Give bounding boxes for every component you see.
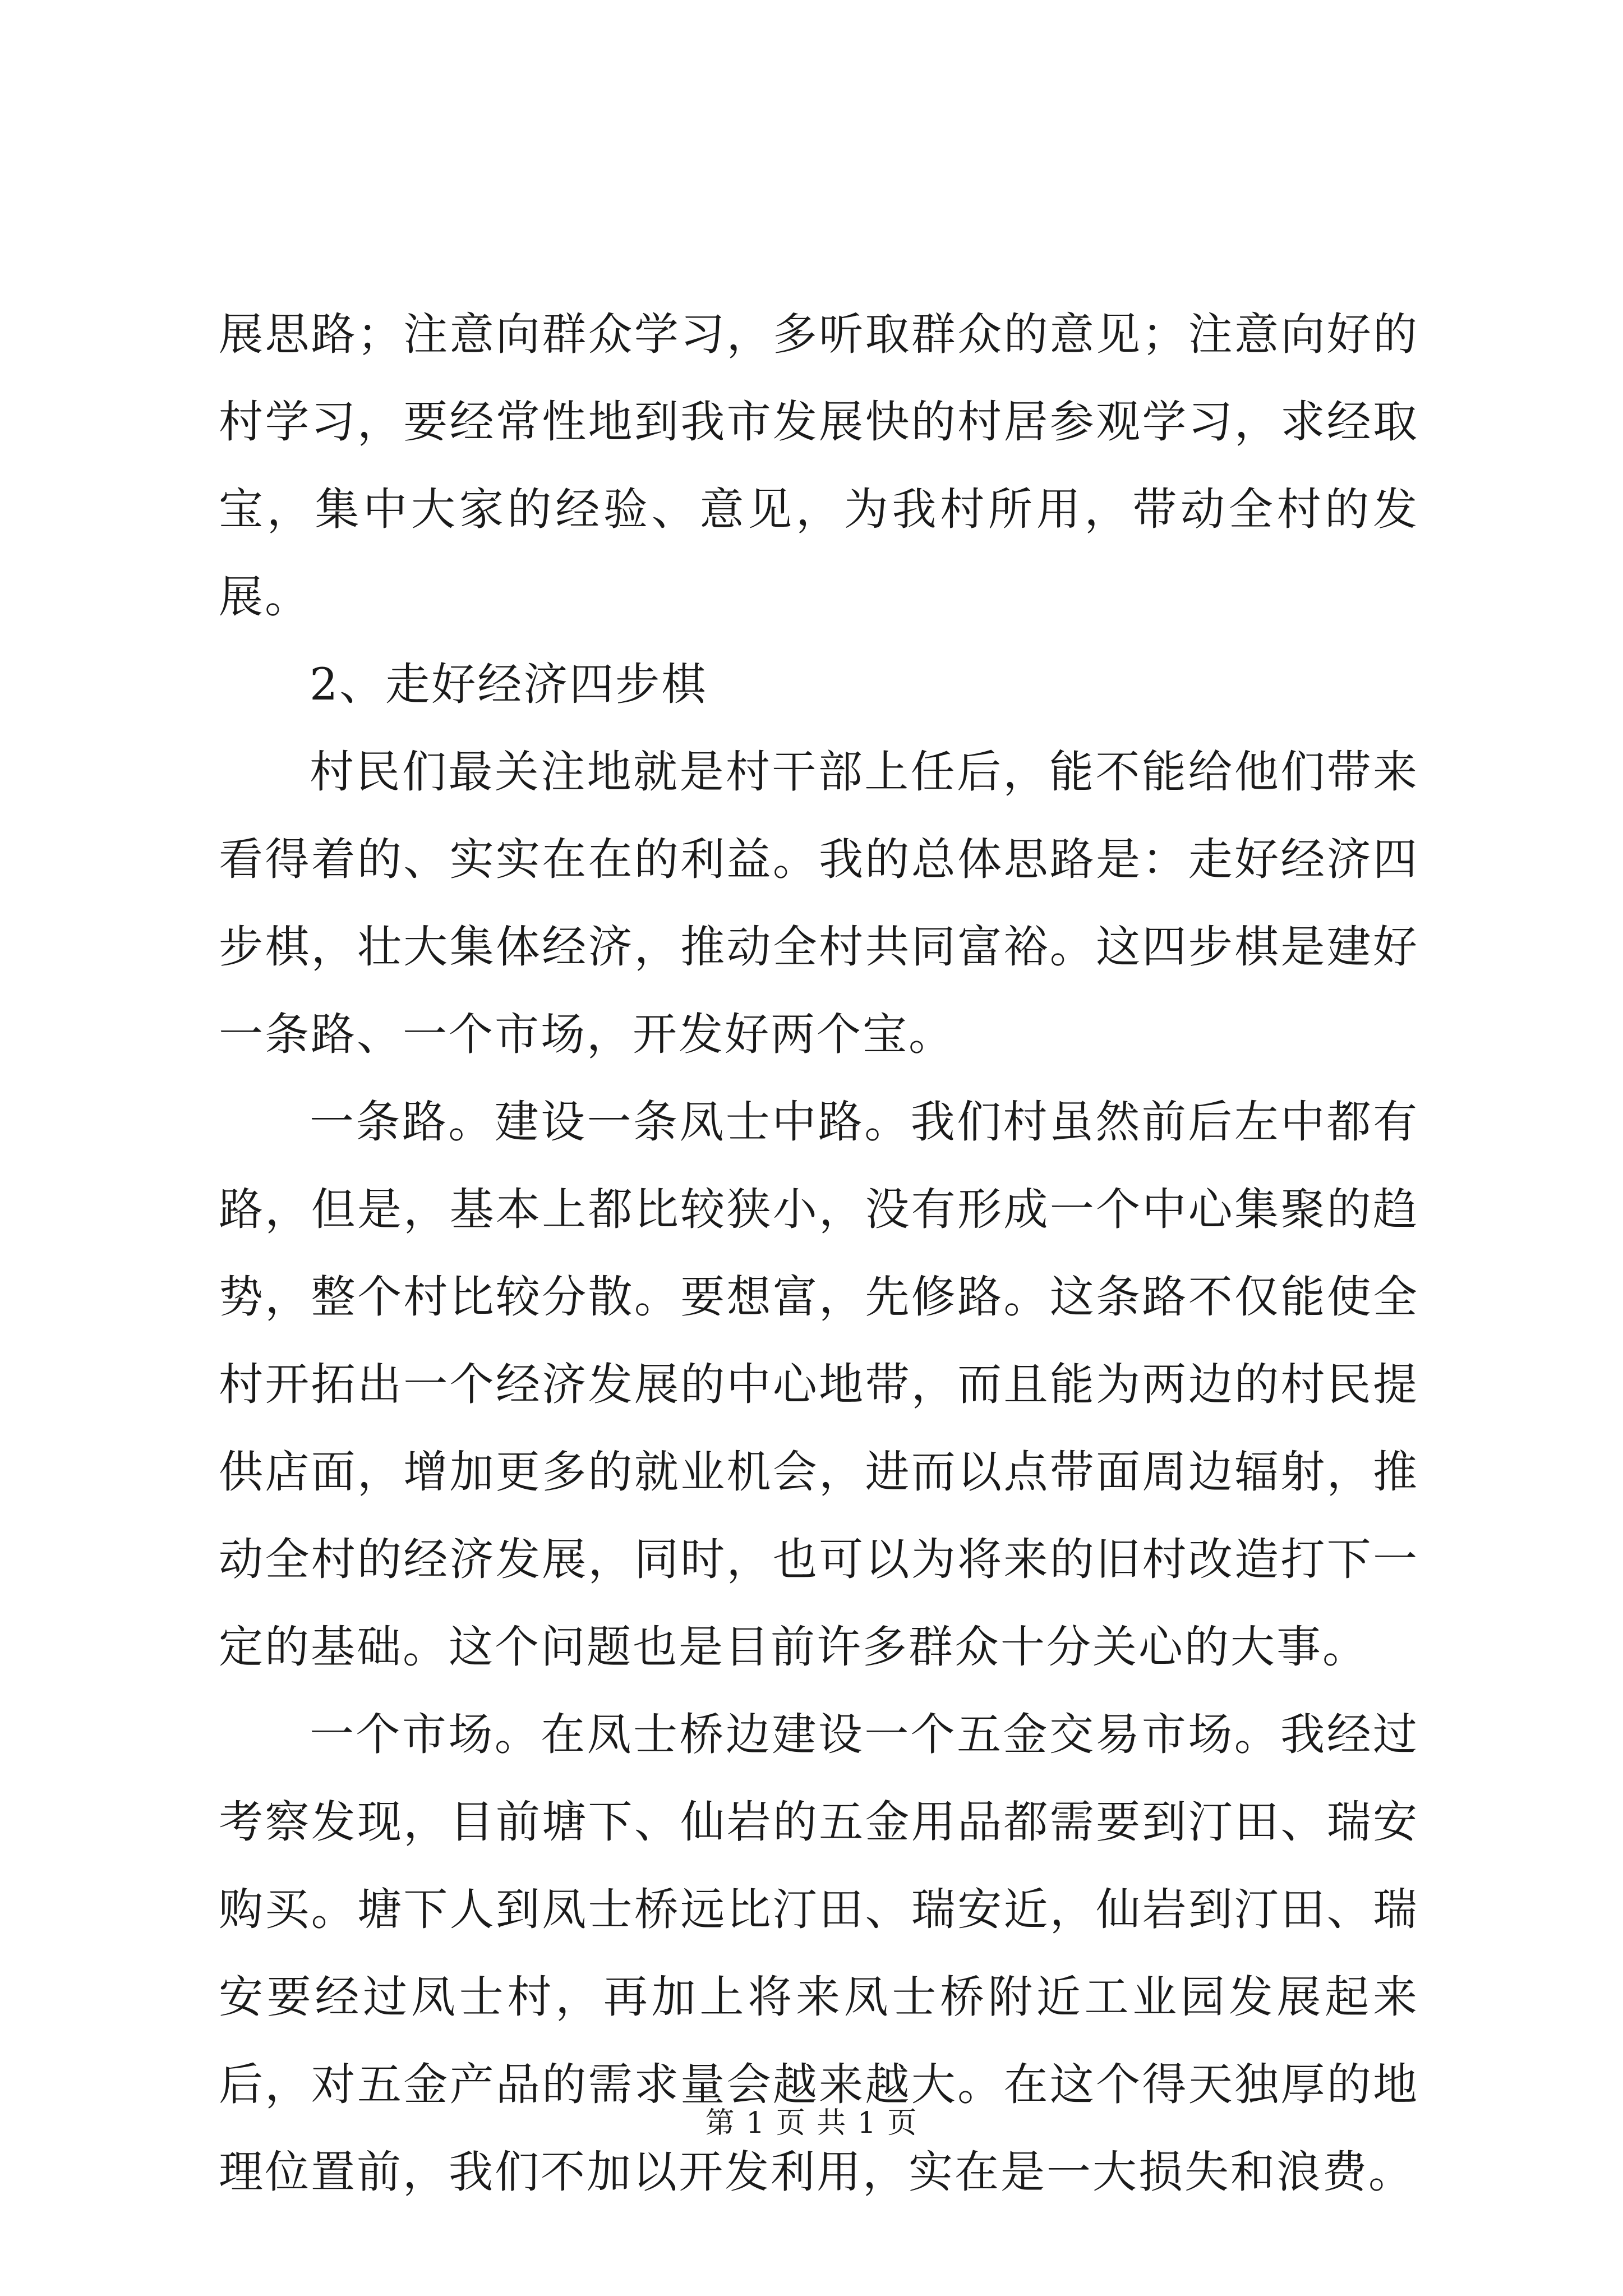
paragraph-continuation: 展思路；注意向群众学习，多听取群众的意见；注意向好的村学习，要经常性地到我市发展快的村居参观学习，求经取宝，集中大家的经验、意见，为我村所用，带动全村的发展。 <box>219 309 1419 623</box>
paragraph-overall-plan: 村民们最关注地就是村干部上任后，能不能给他们带来看得着的、实实在在的利益。我的总体思路是：走好经济四步棋，壮大集体经济，推动全村共同富裕。这四步棋是建好一条路、一个市场，开发好两个宝。 <box>219 746 1419 1060</box>
paragraph-one-market: 一个市场。在凤士桥边建设一个五金交易市场。我经过考察发现，目前塘下、仙岩的五金用品都需要到汀田、瑞安购买。塘下人到凤士桥远比汀田、瑞安近，仙岩到汀田、瑞安要经过凤士村，再加上将来凤士桥附近工业园发展起来后，对五金产品的需求量会越来越大。在这个得天独厚的地理位置前，我们不加以开发利用，实在是一大损失和浪费。 <box>219 1709 1419 2198</box>
page-footer: 第 1 页 共 1 页 <box>705 2106 918 2140</box>
paragraph-one-road: 一条路。建设一条凤士中路。我们村虽然前后左中都有路，但是，基本上都比较狭小，没有形成一个中心集聚的趋势，整个村比较分散。要想富，先修路。这条路不仅能使全村开拓出一个经济发展的中心地带，而且能为两边的村民提供店面，增加更多的就业机会，进而以点带面周边辐射，推动全村的经济发展，同时，也可以为将来的旧村改造打下一定的基础。这个问题也是目前许多群众十分关心的大事。 <box>219 1096 1419 1673</box>
document-body <box>219 291 1419 2216</box>
section-heading: 2、走好经济四步棋 <box>310 659 708 710</box>
